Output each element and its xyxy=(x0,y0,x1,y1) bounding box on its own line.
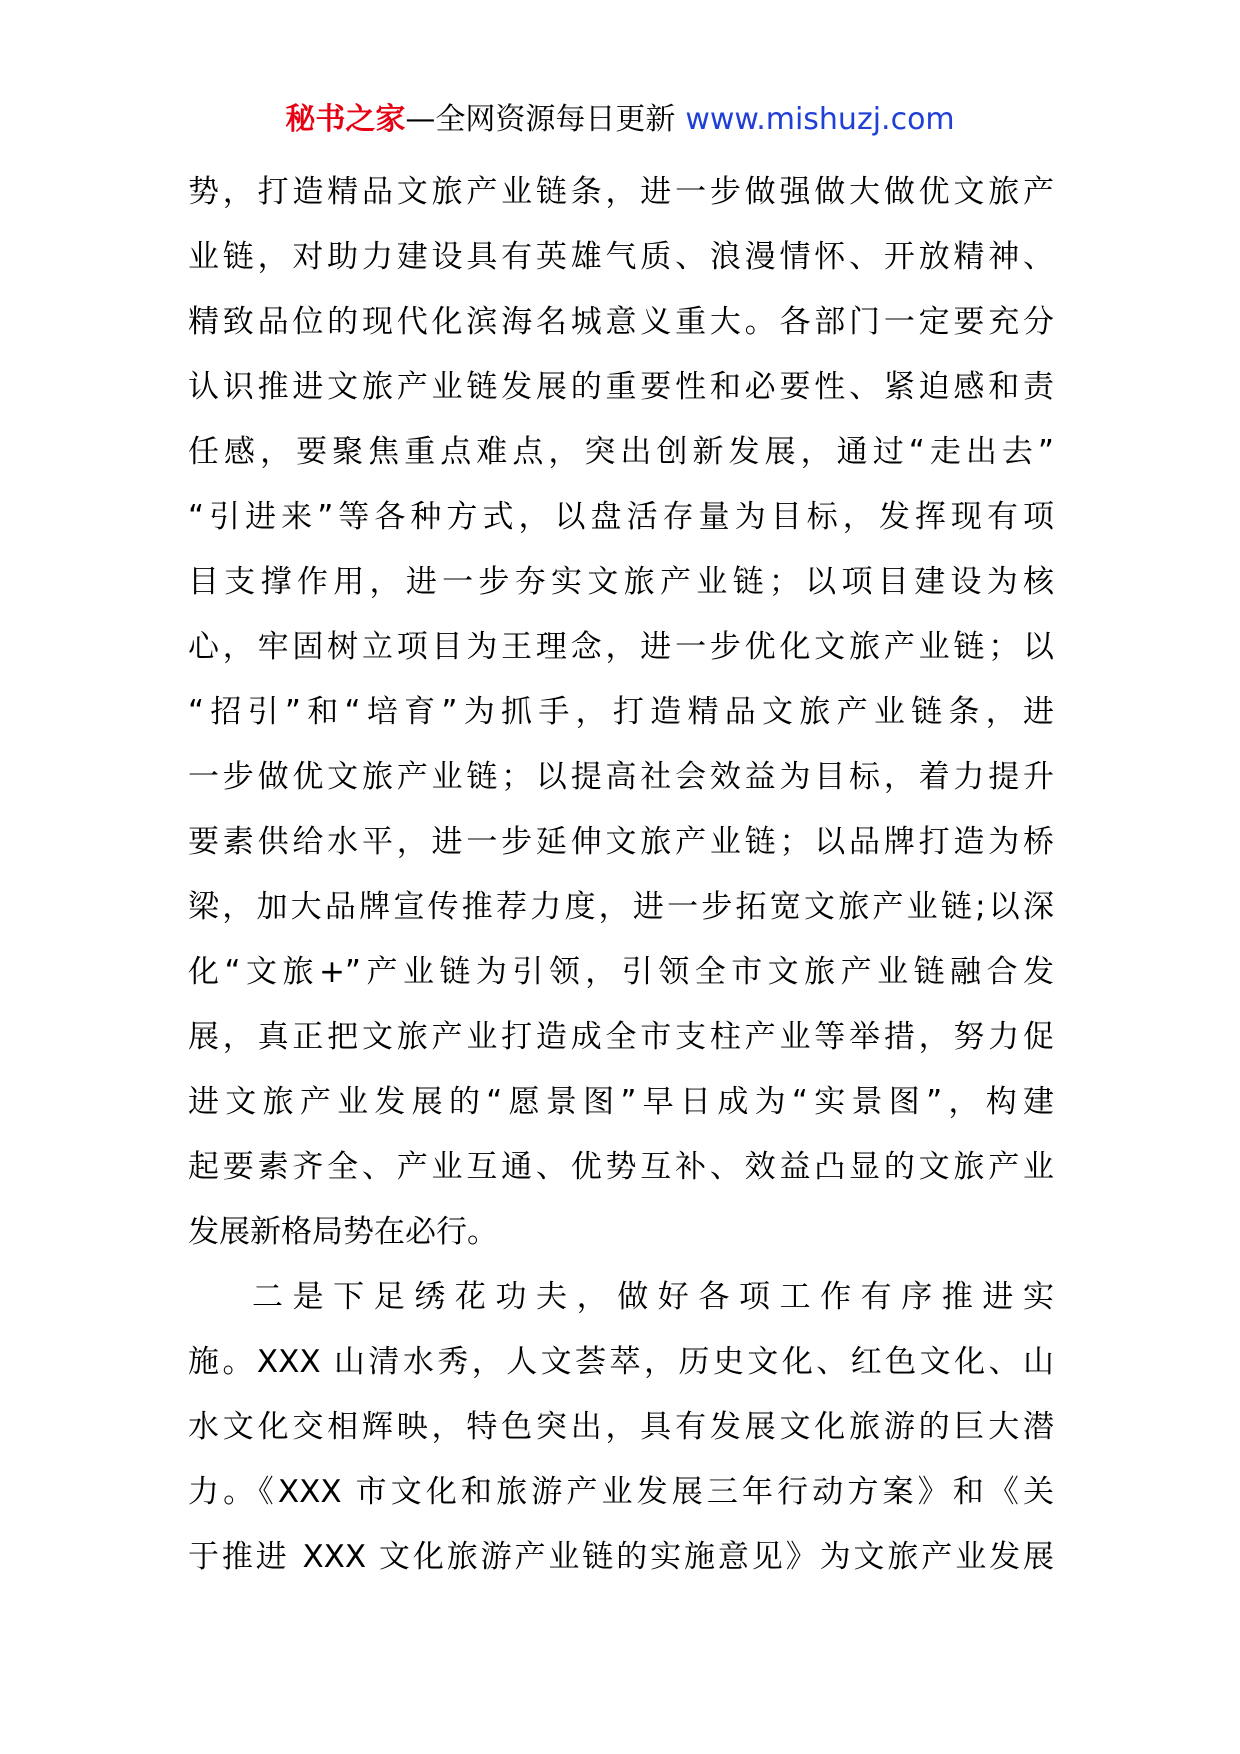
site-url-link[interactable]: www.mishuzj.com xyxy=(685,102,955,137)
text-line: 一步做优文旅产业链；以提高社会效益为目标，着力提升 xyxy=(188,759,1054,795)
paragraph-2 xyxy=(188,1265,1054,1590)
text-line: 二是下足绣花功夫，做好各项工作有序推进实 xyxy=(252,1279,1054,1315)
brand-name: 秘书之家 xyxy=(285,102,406,137)
text-line: “招引”和“培育”为抓手，打造精品文旅产业链条，进 xyxy=(188,694,1054,730)
page-header xyxy=(0,98,1240,142)
text-line: 进文旅产业发展的“愿景图”早日成为“实景图”，构建 xyxy=(188,1084,1054,1120)
text-line: 展，真正把文旅产业打造成全市支柱产业等举措，努力促 xyxy=(188,1019,1054,1055)
text-line: 势，打造精品文旅产业链条，进一步做强做大做优文旅产 xyxy=(188,174,1054,210)
text-line: 目支撑作用，进一步夯实文旅产业链；以项目建设为核 xyxy=(188,564,1054,600)
text-line: 任感，要聚焦重点难点，突出创新发展，通过“走出去” xyxy=(188,434,1054,470)
text-line: 起要素齐全、产业互通、优势互补、效益凸显的文旅产业 xyxy=(188,1149,1054,1185)
text-line: 梁，加大品牌宣传推荐力度，进一步拓宽文旅产业链;以深 xyxy=(188,889,1054,925)
text-line: 发展新格局势在必行。 xyxy=(188,1214,498,1250)
text-line: 精致品位的现代化滨海名城意义重大。各部门一定要充分 xyxy=(188,304,1054,340)
document-body xyxy=(188,160,1054,1590)
text-line: 于推进 XXX 文化旅游产业链的实施意见》为文旅产业发展 xyxy=(188,1539,1054,1575)
text-line: 力。《XXX 市文化和旅游产业发展三年行动方案》和《关 xyxy=(188,1474,1054,1510)
text-line: 要素供给水平，进一步延伸文旅产业链；以品牌打造为桥 xyxy=(188,824,1054,860)
text-line: 心，牢固树立项目为王理念，进一步优化文旅产业链；以 xyxy=(188,629,1054,665)
text-line: 水文化交相辉映，特色突出，具有发展文化旅游的巨大潜 xyxy=(188,1409,1054,1445)
text-line: 施。XXX 山清水秀，人文荟萃，历史文化、红色文化、山 xyxy=(188,1344,1054,1380)
text-line: 业链，对助力建设具有英雄气质、浪漫情怀、开放精神、 xyxy=(188,239,1054,275)
text-line: 认识推进文旅产业链发展的重要性和必要性、紧迫感和责 xyxy=(188,369,1054,405)
paragraph-1 xyxy=(188,160,1054,1265)
text-line: 化“文旅+”产业链为引领，引领全市文旅产业链融合发 xyxy=(188,954,1054,990)
header-slogan: —全网资源每日更新 xyxy=(405,102,676,137)
text-line: “引进来”等各种方式，以盘活存量为目标，发挥现有项 xyxy=(188,499,1054,535)
